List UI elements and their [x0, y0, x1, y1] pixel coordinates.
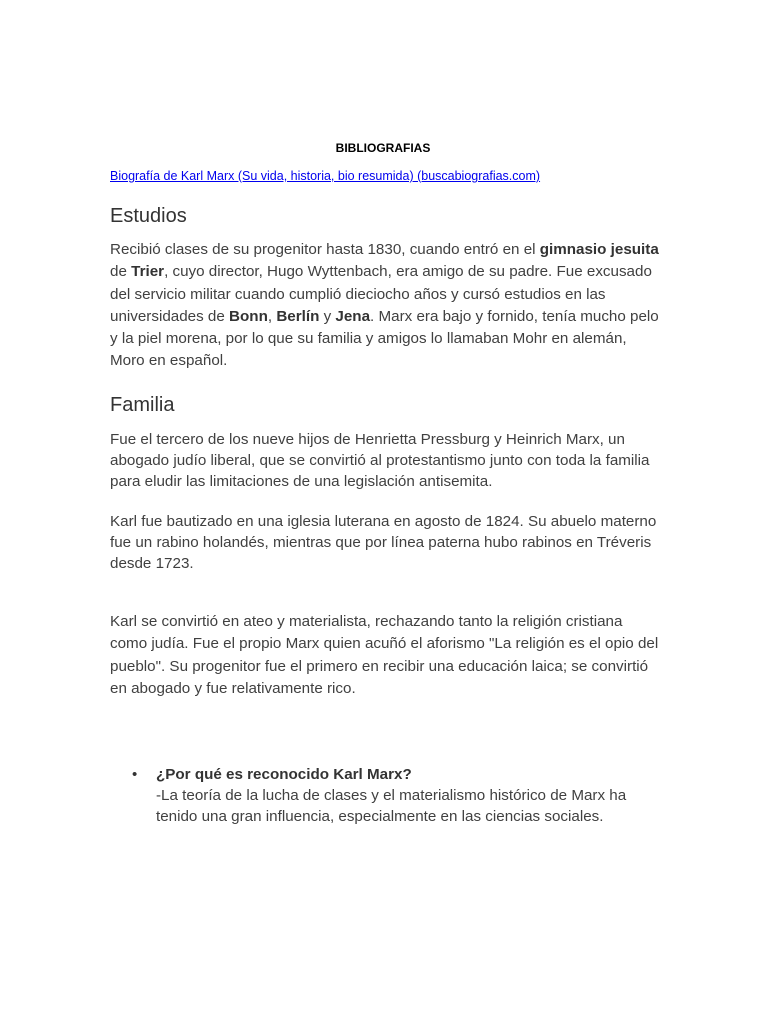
document-title: BIBLIOGRAFIAS — [335, 141, 431, 155]
bold-term-gimnasio: gimnasio jesuita — [539, 241, 659, 258]
bullet-icon: • — [132, 766, 138, 783]
familia-paragraph-2: Karl fue bautizado en una iglesia luterana en agosto de 1824. Su abuelo materno fue un rabino holandés, mientras que por línea paterna hubo rabinos en Tréveris desde 1723. — [110, 513, 657, 572]
text-run: , — [267, 307, 277, 325]
familia-paragraph-3: Karl se convirtió en ateo y materialista, rechazando tanto la religión cristiana como judía. Fue el propio Marx quien acuñó el aforismo "La religión es el opio del pueblo". Su progenitor fue el primero en recibir una educación laica; se convirtió en abogado y fue relativamente rico. — [110, 613, 659, 697]
section-heading-estudios: Estudios — [110, 205, 187, 227]
bold-term-berlin: Berlín — [276, 307, 320, 325]
text-run: , cuyo director, Hugo Wyttenbach, era amigo de su padre. Fue excusado del servicio militar cuando cumplió dieciocho años y cursó estudios en las universidades de — [110, 263, 652, 325]
text-run: de — [110, 263, 132, 281]
bold-term-jena: Jena — [335, 307, 371, 325]
list-item — [132, 764, 666, 827]
source-link[interactable]: Biografía de Karl Marx (Su vida, historia, bio resumida) (buscabiografias.com) — [110, 169, 541, 183]
text-run: . Marx era bajo y fornido, tenía mucho pelo y la piel morena, por lo que su familia y amigos lo llamaban Mohr en alemán, Moro en español. — [110, 307, 659, 370]
text-run: Recibió clases de su progenitor hasta 1830, cuando entró en el — [110, 241, 540, 258]
bullet-question: ¿Por qué es reconocido Karl Marx? — [156, 766, 412, 783]
estudios-paragraph — [110, 239, 662, 373]
familia-paragraph-1: Fue el tercero de los nueve hijos de Henrietta Pressburg y Heinrich Marx, un abogado judío liberal, que se convirtió al protestantismo junto con toda la familia para eludir las limitaciones de una legislación antisemita. — [110, 431, 650, 490]
bold-term-trier: Trier — [131, 263, 165, 281]
text-run: y — [319, 307, 336, 325]
bold-term-bonn: Bonn — [229, 307, 268, 325]
bullet-answer: -La teoría de la lucha de clases y el materialismo histórico de Marx ha tenido una gran influencia, especialmente en las ciencias sociales. — [156, 787, 627, 825]
section-heading-familia: Familia — [110, 394, 175, 416]
